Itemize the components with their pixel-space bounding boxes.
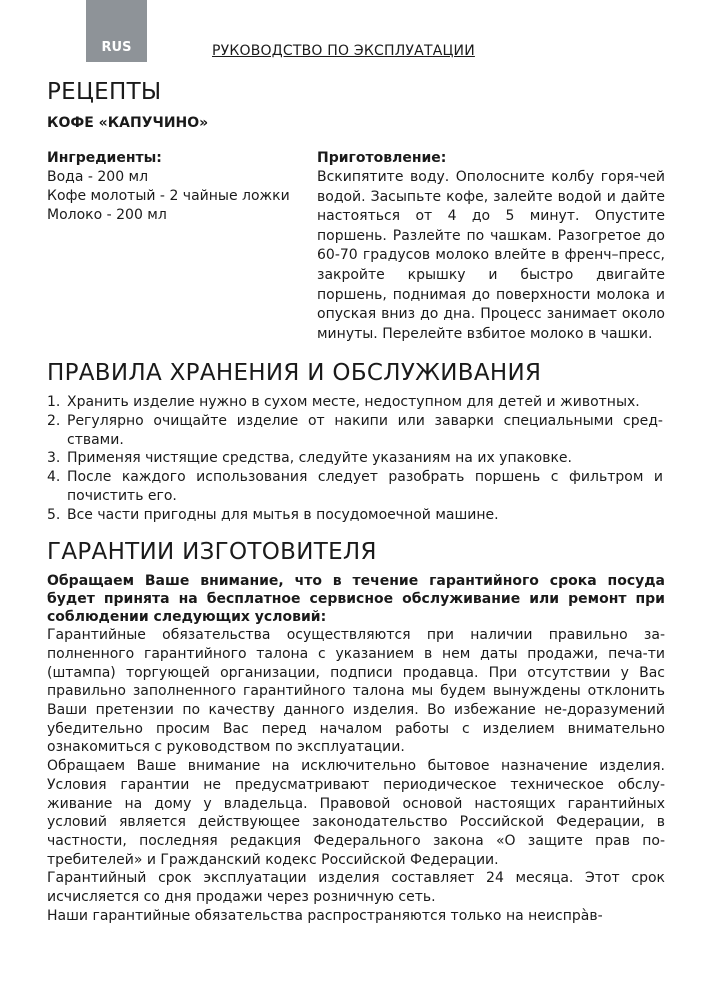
storage-section bbox=[47, 359, 665, 524]
warranty-paragraph: Обращаем Ваше внимание на исключительно бытовое назначение изделия. Условия гарантии не предусматривают периодическое техническое обслу-живание на дому у владельца. Правовой основой настоящих гарантийных условий является действующее законодательство Российской Федерации, в частности, последняя редакция Федерального закона «О защите прав по-требителей» и Гражданский кодекс Российской Федерации. bbox=[47, 758, 665, 868]
list-item-number: 3. bbox=[47, 450, 61, 467]
warranty-title: ГАРАНТИИ ИЗГОТОВИТЕЛЯ bbox=[47, 539, 377, 566]
recipes-title: РЕЦЕПТЫ bbox=[47, 79, 162, 105]
warranty-paragraph: Гарантийные обязательства осуществляются при наличии правильно за-полненного гарантийного талона с указанием в нем даты продажи, печа-ти (штампа) торгующей организации, подписи продавца. При отсутствии у Вас правильно заполненного гарантийного талона мы будем вынуждены отклонить Ваши претензии по качеству данного изделия. Во избежание не-доразумений убедительно просим Вас перед началом работы с изделием внимательно ознакомиться с руководством по эксплуатации. bbox=[47, 627, 665, 756]
recipes-section bbox=[47, 78, 665, 344]
list-item-text: Регулярно очищайте изделие от накипи или заварки специальными сред-ствами. bbox=[67, 413, 663, 448]
warranty-intro: Обращаем Ваше внимание, что в течение гарантийного срока посуда будет принята на бесплатное сервисное обслуживание или ремонт при соблюдении следующих условий: bbox=[47, 573, 665, 626]
storage-title: ПРАВИЛА ХРАНЕНИЯ И ОБСЛУЖИВАНИЯ bbox=[47, 360, 542, 387]
ingredients-column bbox=[47, 149, 317, 344]
document-header: РУКОВОДСТВО ПО ЭКСПЛУАТАЦИИ bbox=[212, 43, 475, 59]
list-item-number: 5. bbox=[47, 506, 61, 523]
language-tab bbox=[86, 0, 147, 62]
ingredient-item: Вода - 200 мл bbox=[47, 169, 149, 185]
list-item-text: Все части пригодны для мытья в посудомоечной машине. bbox=[67, 506, 499, 523]
preparation-column bbox=[317, 149, 665, 344]
ingredient-item: Молоко - 200 мл bbox=[47, 207, 167, 223]
warranty-paragraph: Наши гарантийные обязательства распространяются только на неиспрàв- bbox=[47, 907, 603, 924]
list-item bbox=[47, 468, 663, 505]
storage-rules-list bbox=[47, 393, 665, 524]
list-item-text: Хранить изделие нужно в сухом месте, недоступном для детей и животных. bbox=[67, 394, 640, 411]
list-item-number: 1. bbox=[47, 394, 61, 411]
list-item-number: 4. bbox=[47, 469, 61, 486]
warranty-section bbox=[47, 538, 665, 925]
ingredients-title: Ингредиенты: bbox=[47, 150, 162, 166]
list-item bbox=[47, 393, 663, 412]
preparation-title: Приготовление: bbox=[317, 150, 447, 166]
warranty-paragraph: Гарантийный срок эксплуатации изделия составляет 24 месяца. Этот срок исчисляется со дня продажи через розничную сеть. bbox=[47, 870, 665, 906]
list-item-text: После каждого использования следует разобрать поршень с фильтром и почистить его. bbox=[67, 469, 663, 504]
list-item bbox=[47, 506, 663, 525]
list-item bbox=[47, 449, 663, 468]
list-item-text: Применяя чистящие средства, следуйте указаниям на их упаковке. bbox=[67, 450, 572, 467]
page-content bbox=[47, 78, 665, 926]
preparation-text: Вскипятите воду. Ополосните колбу горя-чей водой. Засыпьте кофе, залейте водой и дайте настояться от 4 до 5 минут. Опустите поршень. Разлейте по чашкам. Разогретое до 60-70 градусов молоко влейте в френч–пресс, закройте крышку и быстро двигайте поршень, поднимая до поверхности молока и опуская вниз до дна. Процесс занимает около минуты. Перелейте взбитое молоко в чашки. bbox=[317, 169, 665, 342]
list-item-number: 2. bbox=[47, 413, 61, 430]
recipe-subtitle: КОФЕ «КАПУЧИНО» bbox=[47, 115, 209, 131]
list-item bbox=[47, 412, 663, 449]
ingredient-item: Кофе молотый - 2 чайные ложки bbox=[47, 188, 290, 204]
recipe-columns bbox=[47, 149, 665, 344]
language-label: RUS bbox=[101, 40, 132, 55]
